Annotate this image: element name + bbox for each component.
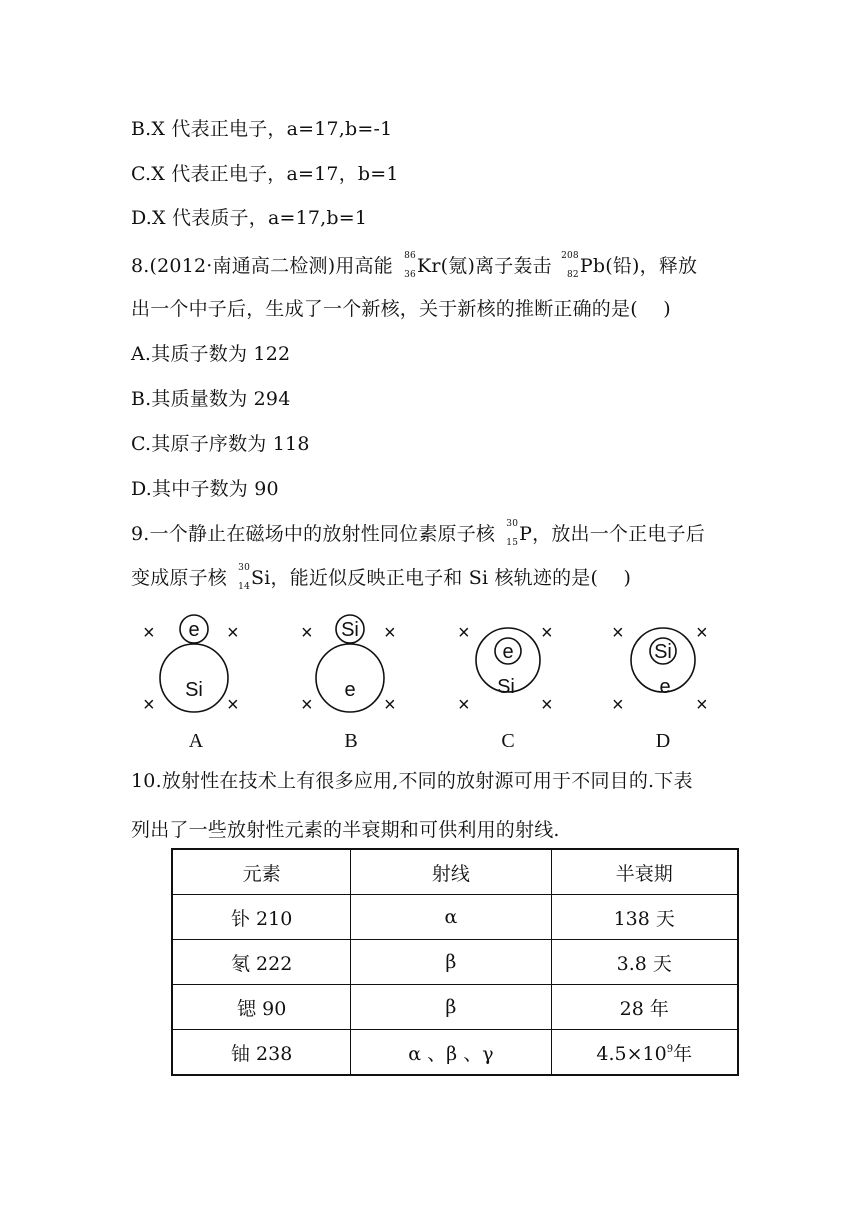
panel-label: D <box>655 730 671 752</box>
q8-pb-text: Pb(铅)，释放 <box>579 255 698 277</box>
question-9-line-1 <box>131 519 705 548</box>
cell-ray: α <box>351 895 551 940</box>
table-row <box>172 985 738 1030</box>
cell-ray: β <box>351 985 551 1030</box>
cell-halflife: 3.8 天 <box>551 940 738 985</box>
option-c: C.X 代表正电子，a=17，b=1 <box>131 163 399 185</box>
half-life-table <box>171 848 739 1076</box>
q8-option-b: B.其质量数为 294 <box>131 388 291 410</box>
cross-mark: × <box>301 694 313 716</box>
kr-nuclide: 86 36 <box>404 251 416 280</box>
q8-option-c: C.其原子序数为 118 <box>131 433 310 455</box>
panel-label: C <box>501 730 515 752</box>
cell-ray: β <box>351 940 551 985</box>
question-8-line-1 <box>131 251 698 280</box>
cell-halflife: 28 年 <box>551 985 738 1030</box>
panel-label: B <box>344 730 358 752</box>
question-10-line-1: 10.放射性在技术上有很多应用,不同的放射源可用于不同目的.下表 <box>131 770 693 792</box>
question-10-line-2: 列出了一些放射性元素的半衰期和可供利用的射线. <box>131 819 560 841</box>
panel-c <box>458 622 553 752</box>
q8-prefix: 8.(2012·南通高二检测)用高能 <box>131 255 393 277</box>
table-row <box>172 895 738 940</box>
large-circle-label: Si <box>185 679 203 701</box>
q8-option-d: D.其中子数为 90 <box>131 478 279 500</box>
panel-label: A <box>188 730 204 752</box>
cross-mark: × <box>612 694 624 716</box>
question-9-line-2 <box>131 563 632 592</box>
option-d: D.X 代表质子，a=17,b=1 <box>131 207 368 229</box>
small-circle-label: Si <box>341 619 359 641</box>
halflife-unit: 年 <box>673 1042 693 1065</box>
cross-mark: × <box>301 622 313 644</box>
q8-option-a: A.其质子数为 122 <box>131 343 291 365</box>
cell-element: 氡 222 <box>172 940 351 985</box>
cross-mark: × <box>458 694 470 716</box>
cross-mark: × <box>541 694 553 716</box>
cell-ray: α 、β 、γ <box>351 1030 551 1076</box>
q9-prefix: 9.一个静止在磁场中的放射性同位素原子核 <box>131 523 496 545</box>
large-circle-label: e <box>344 679 356 701</box>
cell-element: 钋 210 <box>172 895 351 940</box>
cross-mark: × <box>227 694 239 716</box>
cross-mark: × <box>143 694 155 716</box>
panel-d <box>612 622 708 752</box>
halflife-exponent: 9 <box>666 1043 674 1055</box>
header-ray: 射线 <box>351 849 551 895</box>
q8-kr-text: Kr(氪)离子轰击 <box>416 255 552 277</box>
header-halflife: 半衰期 <box>551 849 738 895</box>
large-circle-label: e <box>659 676 671 698</box>
question-8-line-2: 出一个中子后，生成了一个新核，关于新核的推断正确的是( ) <box>131 298 671 320</box>
pb-nuclide: 208 82 <box>561 251 579 280</box>
cross-mark: × <box>458 622 470 644</box>
cross-mark: × <box>227 622 239 644</box>
cross-mark: × <box>696 694 708 716</box>
table-header-row <box>172 849 738 895</box>
trajectory-figure <box>140 612 730 752</box>
small-circle-label: e <box>188 619 200 641</box>
q9-si-text: Si，能近似反映正电子和 Si 核轨迹的是( ) <box>251 567 632 589</box>
table-row <box>172 940 738 985</box>
q9-line2-prefix: 变成原子核 <box>131 567 228 589</box>
cross-mark: × <box>696 622 708 644</box>
option-b: B.X 代表正电子，a=17,b=-1 <box>131 118 393 140</box>
cell-halflife: 138 天 <box>551 895 738 940</box>
si-nuclide: 30 14 <box>238 563 251 592</box>
header-element: 元素 <box>172 849 351 895</box>
large-trajectory <box>160 644 228 712</box>
large-circle-label: Si <box>497 676 515 698</box>
halflife-base: 4.5×10 <box>596 1042 667 1065</box>
cross-mark: × <box>541 622 553 644</box>
small-circle-label: Si <box>654 641 672 663</box>
table-row <box>172 1030 738 1076</box>
large-trajectory <box>316 644 384 712</box>
cell-element: 锶 90 <box>172 985 351 1030</box>
q9-p-text: P，放出一个正电子后 <box>519 523 705 545</box>
p-nuclide: 30 15 <box>506 519 519 548</box>
cell-halflife <box>551 1030 738 1076</box>
panel-b <box>301 615 396 752</box>
cross-mark: × <box>612 622 624 644</box>
small-circle-label: e <box>502 641 514 663</box>
cell-element: 铀 238 <box>172 1030 351 1076</box>
cross-mark: × <box>143 622 155 644</box>
panel-a <box>143 615 239 752</box>
cross-mark: × <box>384 694 396 716</box>
cross-mark: × <box>384 622 396 644</box>
